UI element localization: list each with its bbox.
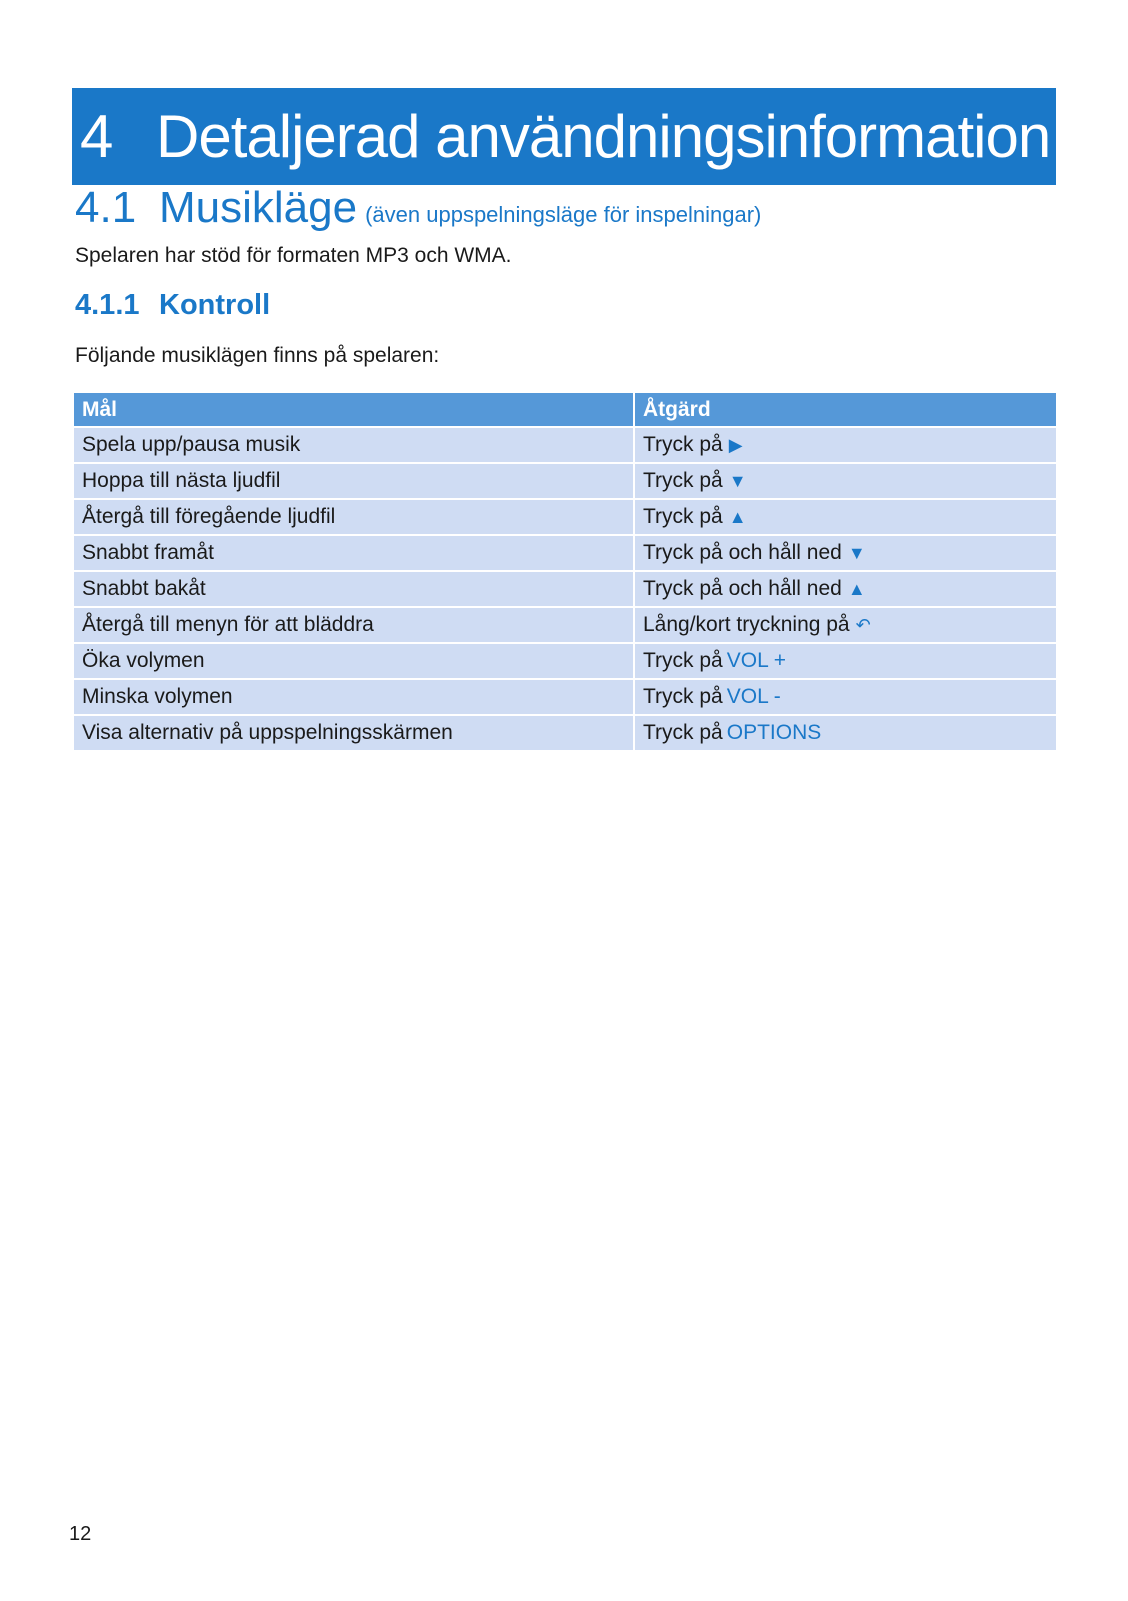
up-arrow-icon: ▲ [728,507,747,527]
lead-text: Följande musiklägen finns på spelaren: [75,344,440,367]
table-row [74,643,1056,679]
row-action: Lång/kort tryckning på [643,613,850,636]
row-action-cell [634,679,1056,715]
row-goal: Snabbt bakåt [74,571,634,607]
section-subtitle: (även uppspelningsläge för inspelningar) [365,202,762,227]
row-goal: Öka volymen [74,643,634,679]
table-row [74,571,1056,607]
row-goal: Snabbt framåt [74,535,634,571]
row-goal: Hoppa till nästa ljudfil [74,463,634,499]
row-action: Tryck på [643,433,723,456]
key-label: VOL - [726,685,781,708]
row-action-cell [634,715,1056,750]
chapter-heading [72,88,1056,185]
table-row [74,499,1056,535]
table-row [74,607,1056,643]
row-goal: Spela upp/pausa musik [74,427,634,463]
chapter-title: Detaljerad användningsinformation [156,103,1051,170]
table-header-row [74,393,1056,427]
row-goal: Återgå till föregående ljudfil [74,499,634,535]
header-goal: Mål [74,393,634,427]
row-action-cell [634,535,1056,571]
key-label: VOL + [726,649,787,672]
row-goal: Återgå till menyn för att bläddra [74,607,634,643]
table-row [74,427,1056,463]
row-action-cell [634,499,1056,535]
down-arrow-icon: ▼ [847,543,866,563]
subsection-heading [75,289,270,322]
back-icon: ↶ [855,615,871,635]
up-arrow-icon: ▲ [847,579,866,599]
section-heading [75,183,761,243]
row-action: Tryck på [643,649,723,672]
table-row [74,715,1056,750]
row-action: Tryck på och håll ned [643,541,842,564]
row-action: Tryck på [643,505,723,528]
subsection-number: 4.1.1 [75,289,140,321]
controls-table [74,393,1056,750]
down-arrow-icon: ▼ [728,471,747,491]
play-icon: ▶ [728,435,743,455]
row-action-cell [634,463,1056,499]
row-goal: Visa alternativ på uppspelningsskärmen [74,715,634,750]
row-action: Tryck på [643,721,723,744]
section-title: Musikläge [159,183,358,232]
page-number: 12 [69,1523,92,1545]
row-action-cell [634,607,1056,643]
row-action: Tryck på och håll ned [643,577,842,600]
intro-text: Spelaren har stöd för formaten MP3 och WMA. [75,244,512,267]
row-action-cell [634,571,1056,607]
row-goal: Minska volymen [74,679,634,715]
row-action-cell [634,427,1056,463]
chapter-number: 4 [80,103,113,170]
row-action-cell [634,643,1056,679]
row-action: Tryck på [643,685,723,708]
header-action: Åtgärd [634,393,1056,427]
table-row [74,463,1056,499]
table-row [74,535,1056,571]
key-label: OPTIONS [726,721,822,744]
table-row [74,679,1056,715]
subsection-title: Kontroll [159,289,271,321]
section-number: 4.1 [75,183,137,232]
row-action: Tryck på [643,469,723,492]
